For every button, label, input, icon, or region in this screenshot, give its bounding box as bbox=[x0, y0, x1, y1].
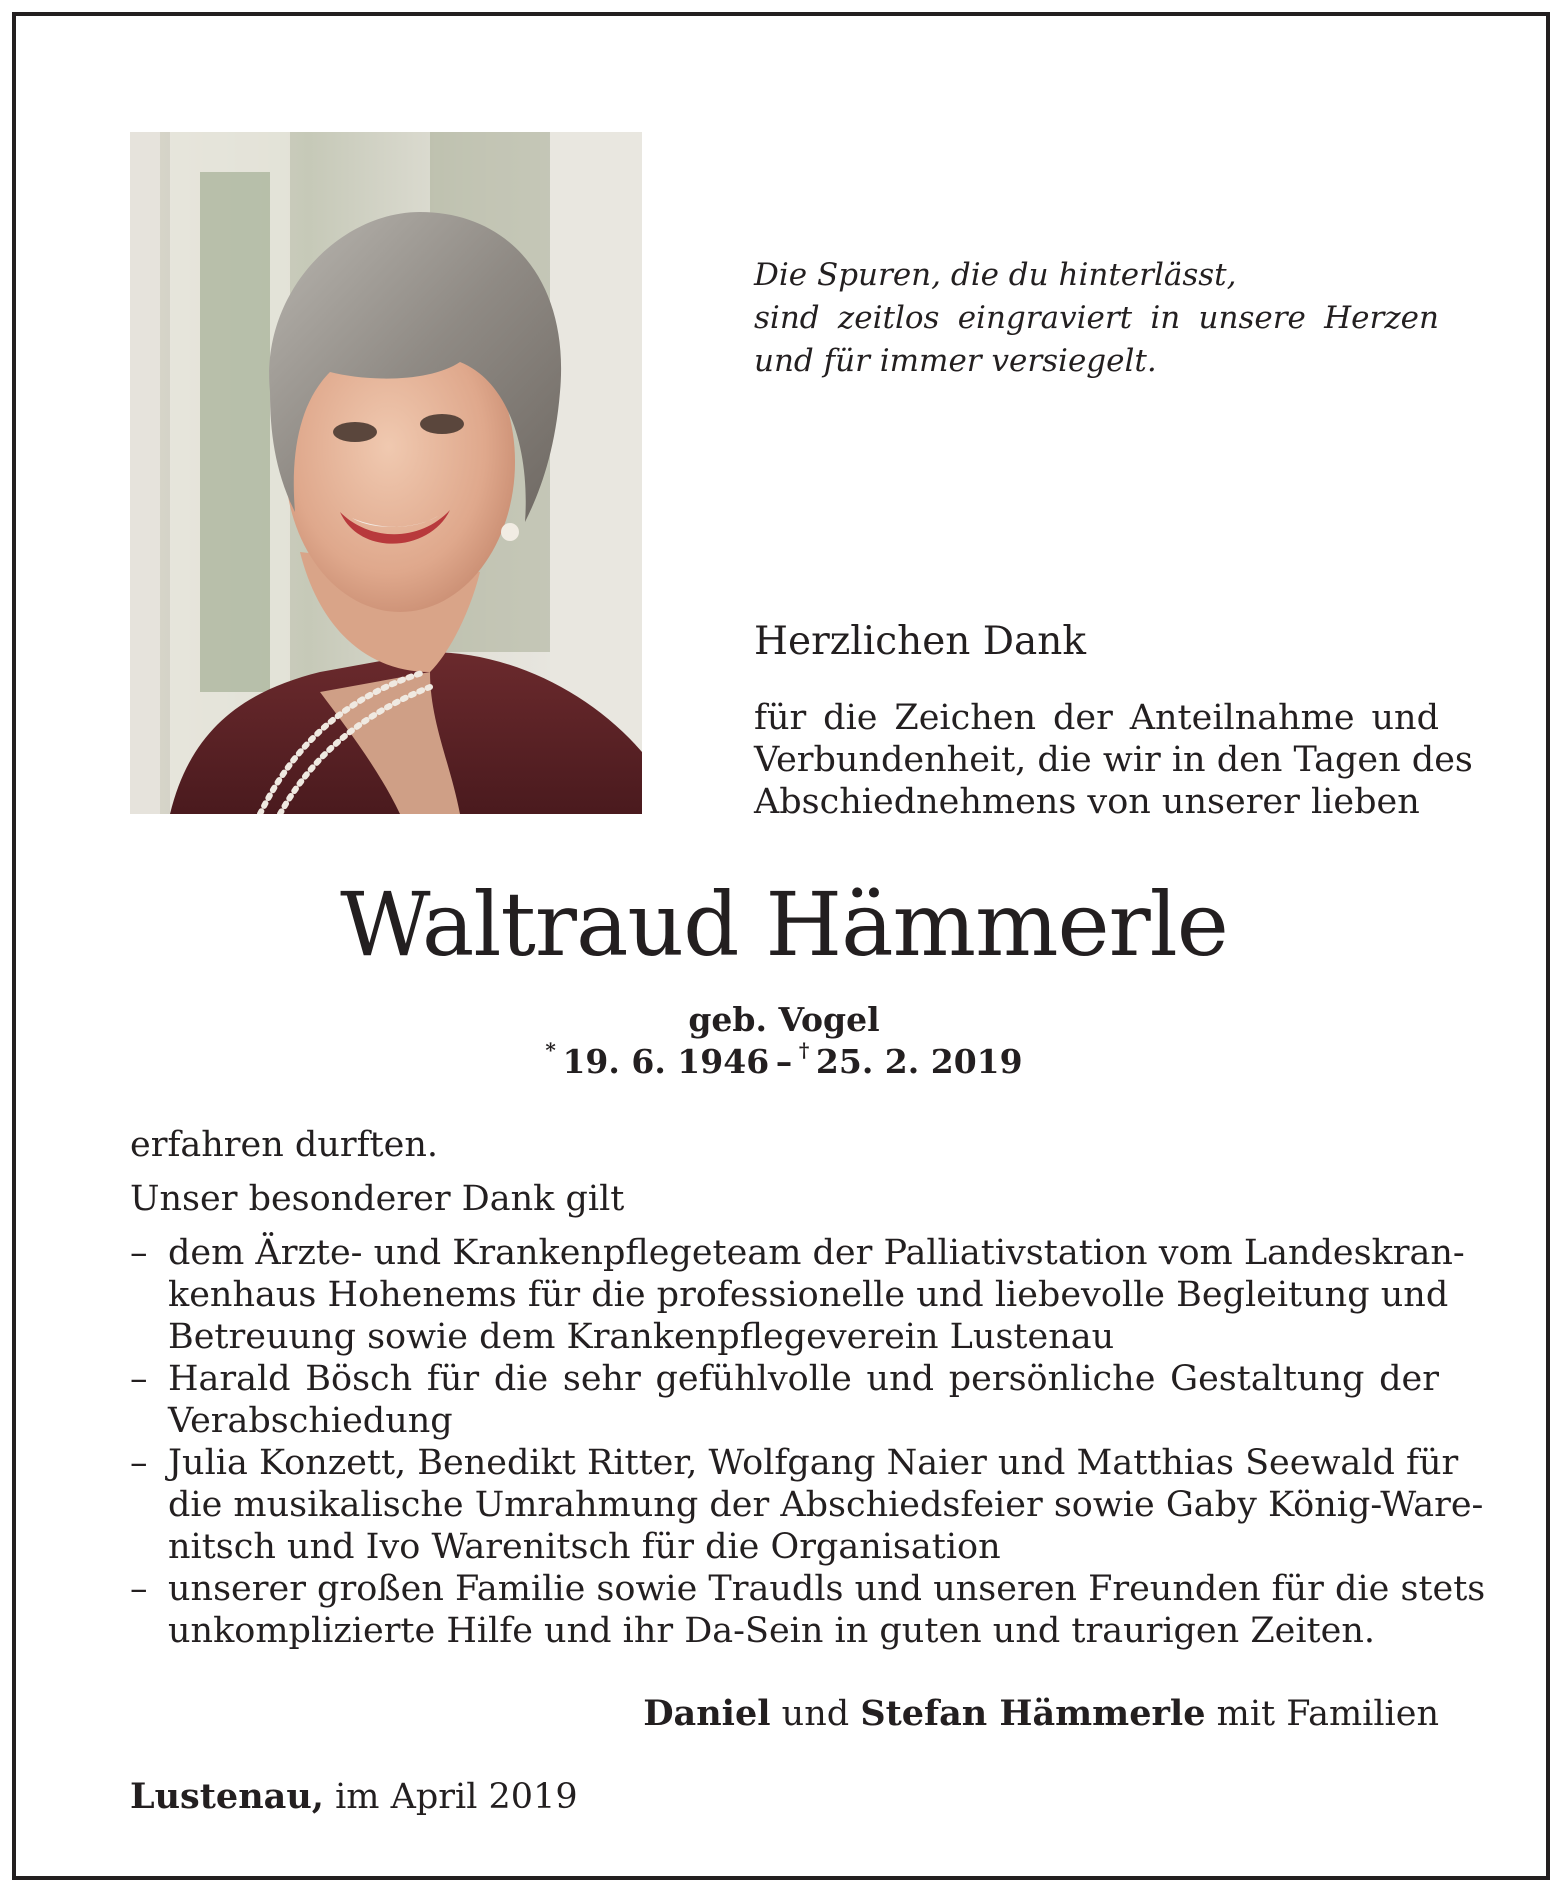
thanks-list bbox=[130, 1232, 1486, 1652]
date: im April 2019 bbox=[335, 1777, 578, 1817]
thanks-heading: Herzlichen Dank bbox=[754, 619, 1087, 664]
life-dates bbox=[0, 1038, 1568, 1083]
birth-name: geb. Vogel bbox=[688, 1000, 880, 1039]
list-bullet: – bbox=[130, 1359, 148, 1399]
date-separator: – bbox=[775, 1042, 793, 1081]
birth-mark: * bbox=[545, 1038, 556, 1062]
portrait-photo bbox=[130, 132, 642, 814]
death-mark: † bbox=[798, 1038, 810, 1062]
quote-line-1: Die Spuren, die du hinterlässt, bbox=[754, 257, 1237, 293]
list-item-line: Harald Bösch für die sehr gefühlvolle und persönliche Gestaltung der bbox=[168, 1359, 1439, 1399]
signature bbox=[643, 1693, 1439, 1735]
birth-date: 19. 6. 1946 bbox=[562, 1042, 770, 1081]
signer-daniel: Daniel bbox=[643, 1693, 771, 1734]
signature-suffix: mit Familien bbox=[1216, 1694, 1439, 1734]
list-item-line: kenhaus Hohenems für die professionelle und liebevolle Begleitung und bbox=[168, 1275, 1449, 1315]
list-item bbox=[130, 1568, 1486, 1652]
deceased-name: Waltraud Hämmerle bbox=[340, 873, 1228, 976]
signer-stefan: Stefan Hämmerle bbox=[860, 1693, 1206, 1734]
thanks-paragraph bbox=[754, 697, 1473, 823]
signature-conjunction: und bbox=[781, 1694, 850, 1734]
quote-line-3: und für immer versiegelt. bbox=[754, 343, 1157, 379]
list-item-line: dem Ärzte- und Krankenpflegeteam der Palliativstation vom Landeskran- bbox=[168, 1233, 1465, 1273]
continuation-line: erfahren durften. bbox=[130, 1125, 438, 1165]
list-bullet: – bbox=[130, 1443, 148, 1483]
memorial-quote bbox=[754, 254, 1439, 383]
place-and-date bbox=[130, 1776, 578, 1818]
list-item-line: unserer großen Familie sowie Traudls und unseren Freunden für die stets bbox=[168, 1569, 1486, 1609]
special-thanks-intro bbox=[130, 1178, 1439, 1220]
list-item bbox=[130, 1232, 1465, 1358]
list-item-line: unkomplizierte Hilfe und ihr Da-Sein in guten und traurigen Zeiten. bbox=[168, 1611, 1375, 1651]
list-item bbox=[130, 1442, 1484, 1568]
place: Lustenau, bbox=[130, 1776, 324, 1817]
list-item-line: nitsch und Ivo Warenitsch für die Organisation bbox=[168, 1527, 1001, 1567]
thanks-line-1: für die Zeichen der Anteilnahme und bbox=[754, 698, 1439, 738]
continuation-text bbox=[130, 1124, 1439, 1166]
thanks-line-3: Abschiednehmens von unserer lieben bbox=[754, 782, 1420, 822]
special-thanks-line: Unser besonderer Dank gilt bbox=[130, 1179, 625, 1219]
list-item-line: Betreuung sowie dem Krankenpflegeverein Lustenau bbox=[168, 1317, 1115, 1357]
quote-line-2: sind zeitlos eingraviert in unsere Herzen bbox=[754, 300, 1439, 336]
death-date: 25. 2. 2019 bbox=[815, 1042, 1023, 1081]
list-bullet: – bbox=[130, 1569, 148, 1609]
thanks-line-2: Verbundenheit, die wir in den Tagen des bbox=[754, 740, 1473, 780]
list-bullet: – bbox=[130, 1233, 148, 1273]
list-item-line: Julia Konzett, Benedikt Ritter, Wolfgang Naier und Matthias Seewald für bbox=[168, 1443, 1459, 1483]
list-item bbox=[130, 1358, 1439, 1442]
list-item-line: Verabschiedung bbox=[168, 1401, 453, 1441]
list-item-line: die musikalische Umrahmung der Abschiedsfeier sowie Gaby König-Ware- bbox=[168, 1485, 1484, 1525]
